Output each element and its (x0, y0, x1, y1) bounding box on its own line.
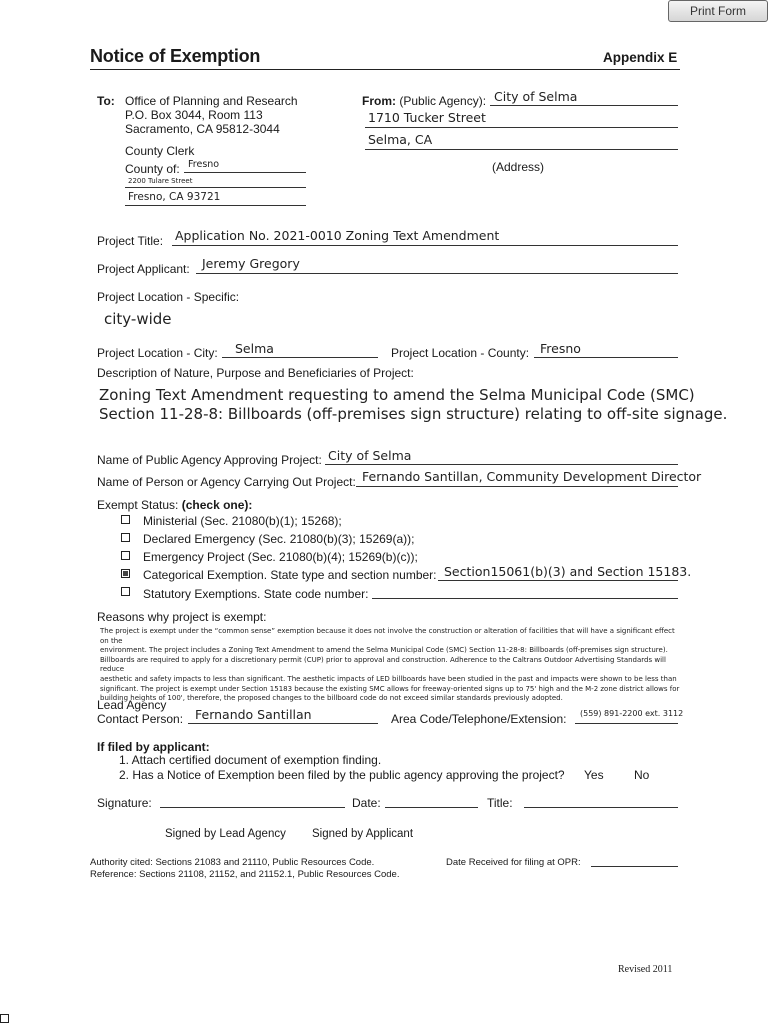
signature-label: Signature: (97, 796, 152, 810)
address-caption: (Address) (492, 160, 545, 174)
lead-agency-label: Lead Agency (97, 698, 167, 712)
date-field[interactable] (385, 807, 478, 808)
if-filed-item-2: 2. Has a Notice of Exemption been filed by the public agency approving the project? (119, 768, 565, 782)
project-title-field[interactable]: Application No. 2021-0010 Zoning Text Amendment (175, 228, 500, 243)
project-location-specific-label: Project Location - Specific: (97, 290, 240, 304)
description-field-line-2[interactable]: Section 11-28-8: Billboards (off-premises sign structure) relating to off-site signage. (99, 405, 728, 423)
signed-by-applicant-option[interactable]: Signed by Applicant (312, 828, 414, 840)
statutory-exemption-label: Statutory Exemptions. State code number: (143, 587, 369, 601)
to-line-3: Sacramento, CA 95812-3044 (125, 122, 280, 136)
from-address-field-1[interactable]: 1710 Tucker Street (368, 110, 486, 125)
date-label: Date: (352, 796, 381, 810)
ministerial-checkbox[interactable] (121, 515, 130, 524)
carrying-out-label: Name of Person or Agency Carrying Out Project: (97, 475, 356, 489)
to-line-2: P.O. Box 3044, Room 113 (125, 108, 263, 122)
emergency-project-label: Emergency Project (Sec. 21080(b)(4); 15269(b)(c)); (143, 550, 418, 564)
telephone-label: Area Code/Telephone/Extension: (391, 712, 567, 726)
project-location-city-label: Project Location - City: (97, 346, 218, 360)
carrying-out-field[interactable]: Fernando Santillan, Community Development Director (362, 469, 702, 484)
approving-agency-field[interactable]: City of Selma (328, 448, 412, 463)
reference-text: Reference: Sections 21108, 21152, and 21152.1, Public Resources Code. (90, 869, 400, 880)
exempt-status-label: Exempt Status: (check one): (97, 498, 253, 512)
description-field-line-1[interactable]: Zoning Text Amendment requesting to amend the Selma Municipal Code (SMC) (99, 386, 695, 404)
date-received-field[interactable] (591, 866, 678, 867)
categorical-exemption-field[interactable]: Section15061(b)(3) and Section 15183. (444, 564, 692, 579)
categorical-exemption-checkbox[interactable] (121, 569, 130, 578)
emergency-project-checkbox[interactable] (121, 551, 130, 560)
approving-agency-label: Name of Public Agency Approving Project: (97, 453, 322, 467)
declared-emergency-label: Declared Emergency (Sec. 21080(b)(3); 15269(a)); (143, 532, 415, 546)
county-clerk-label: County Clerk (125, 144, 195, 158)
signature-field[interactable] (160, 807, 345, 808)
form-title: Notice of Exemption (90, 46, 261, 66)
print-form-button[interactable]: Print Form (668, 0, 768, 22)
county-of-field[interactable]: Fresno (188, 159, 220, 170)
project-title-label: Project Title: (97, 234, 164, 248)
project-applicant-label: Project Applicant: (97, 262, 190, 276)
contact-person-label: Contact Person: (97, 712, 184, 726)
to-line-1: Office of Planning and Research (125, 94, 298, 108)
statutory-exemption-checkbox[interactable] (121, 587, 130, 596)
from-agency-field[interactable]: City of Selma (494, 89, 578, 104)
appendix-label: Appendix E (603, 50, 678, 65)
title-rule (90, 69, 680, 70)
no-option[interactable]: No (634, 768, 650, 782)
revised-note: Revised 2011 (618, 964, 673, 975)
if-filed-item-1: 1. Attach certified document of exemption finding. (119, 753, 382, 767)
authority-cited: Authority cited: Sections 21083 and 21110, Public Resources Code. (90, 857, 375, 868)
from-label: From: (Public Agency): (362, 94, 487, 108)
project-location-county-field[interactable]: Fresno (540, 341, 581, 356)
contact-person-field[interactable]: Fernando Santillan (195, 707, 312, 722)
county-address-field-1[interactable]: 2200 Tulare Street (128, 177, 193, 185)
project-applicant-field[interactable]: Jeremy Gregory (202, 256, 300, 271)
declared-emergency-checkbox[interactable] (121, 533, 130, 542)
county-address-field-2[interactable]: Fresno, CA 93721 (128, 191, 221, 203)
date-received-label: Date Received for filing at OPR: (446, 857, 581, 868)
title-field[interactable] (524, 807, 678, 808)
reasons-field[interactable]: The project is exempt under the “common sense” exemption because it does not involve the construction or alteration of facilities that will have a significant effect on the environment. The project includes a Zoning Text Amendment to amend the Selma Municipal Code (SMC) Section 11-28-8: Billboards (off-premises sign structure). Billboards are required to apply for a discretionary permit (CUP) prior to approval and construction. Adherence to the Caltrans Outdoor Advertising Standards will reduce aesthetic and safety impacts to less than significant. The aesthetic impacts of LED billboards have been studied in the past and impacts were shown to be less than significant. The project is exempt under Section 15183 because the existing SMC allows for freeway-oriented signs up to 75' high and the M-2 zone district allows for building heights of 100', therefore, the proposed changes to the billboard code do not exceed similar standards previously adopted. (100, 627, 680, 703)
ministerial-label: Ministerial (Sec. 21080(b)(1); 15268); (143, 514, 342, 528)
description-label: Description of Nature, Purpose and Beneficiaries of Project: (97, 366, 414, 380)
title-label: Title: (487, 796, 513, 810)
categorical-exemption-label: Categorical Exemption. State type and section number: (143, 568, 437, 582)
if-filed-heading: If filed by applicant: (97, 740, 210, 754)
from-address-field-2[interactable]: Selma, CA (368, 132, 433, 147)
statutory-exemption-field[interactable] (372, 598, 678, 599)
page-corner-box (0, 1014, 9, 1023)
to-label: To: (97, 94, 115, 108)
telephone-field[interactable]: (559) 891-2200 ext. 3112 (580, 709, 684, 718)
reasons-label: Reasons why project is exempt: (97, 610, 267, 624)
yes-option[interactable]: Yes (584, 768, 604, 782)
project-location-city-field[interactable]: Selma (235, 341, 274, 356)
signed-by-lead-agency-option[interactable]: Signed by Lead Agency (165, 828, 286, 840)
project-location-specific-field[interactable]: city-wide (104, 310, 172, 328)
county-of-label: County of: (125, 162, 180, 176)
project-location-county-label: Project Location - County: (391, 346, 530, 360)
